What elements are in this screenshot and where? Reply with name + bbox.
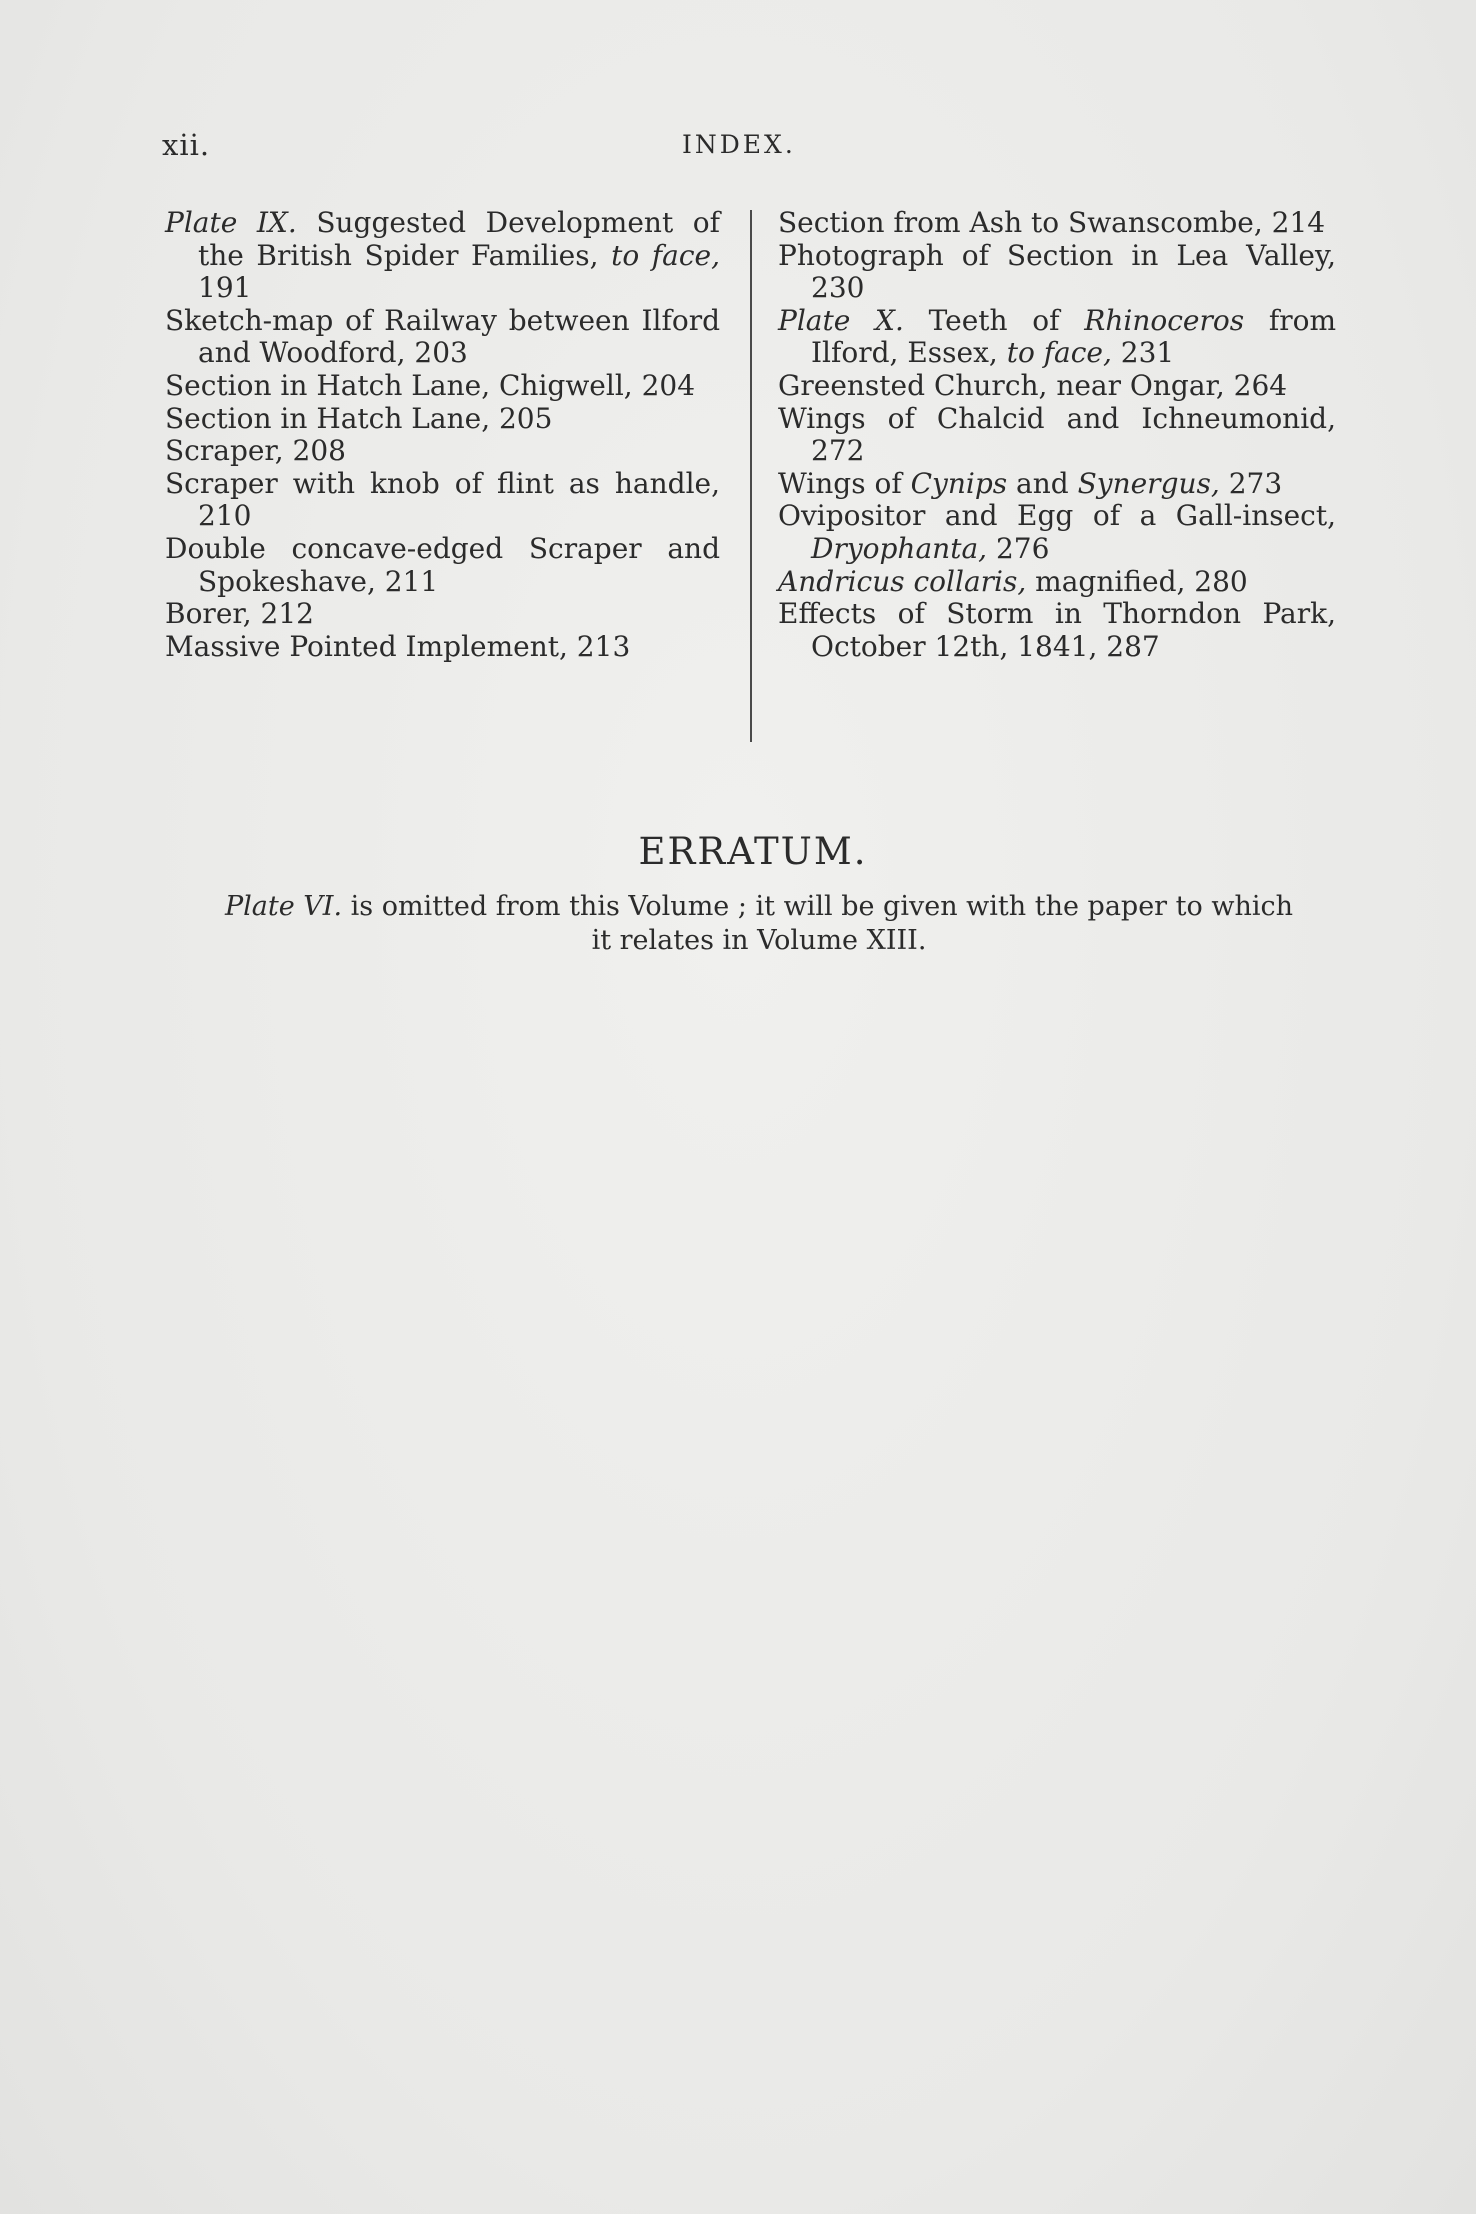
index-right-column	[778, 207, 1336, 663]
index-entry-text: Borer, 212	[165, 597, 314, 631]
index-entry-text: Greensted Church, near Ongar, 264	[778, 368, 1288, 402]
index-entry	[778, 468, 1336, 501]
index-entry-text: Section in Hatch Lane, 205	[165, 401, 553, 435]
index-entry-text: Teeth of	[903, 303, 1085, 337]
index-entry-text: Section in Hatch Lane, Chigwell, 204	[165, 368, 696, 402]
index-entry	[778, 207, 1336, 240]
index-entry-text: Scraper, 208	[165, 434, 346, 468]
index-entry-text: Sketch-map of Railway between Ilford and Woodford, 203	[165, 303, 720, 370]
index-entry	[778, 305, 1336, 370]
index-entry-text: Double concave-edged Scraper and Spokeshave, 211	[165, 531, 720, 598]
index-entry-text: Wings of Chalcid and Ichneumonid, 272	[778, 401, 1336, 468]
page-title: INDEX.	[682, 130, 796, 159]
index-entry-text: and	[1007, 466, 1078, 500]
erratum-plate: Plate VI.	[224, 891, 343, 922]
index-entry	[165, 370, 720, 403]
index-entry-text: 231	[1111, 336, 1175, 370]
index-entry-text: Effects of Storm in Thorndon Park, October 12th, 1841, 287	[778, 597, 1336, 663]
index-entry-text: to face,	[611, 238, 721, 272]
index-entry	[165, 403, 720, 436]
index-entry-text: Rhinoceros	[1084, 303, 1245, 337]
index-entry-text: Andricus collaris,	[778, 564, 1027, 598]
erratum-note	[220, 890, 1298, 958]
index-entry	[778, 566, 1336, 599]
erratum-body: is omitted from this Volume ; it will be given with the paper to which it relates in Volume XIII.	[342, 891, 1294, 956]
index-entry-text: Plate X.	[778, 303, 904, 337]
index-entry	[778, 370, 1336, 403]
index-entry	[778, 598, 1336, 663]
index-entry-text: 276	[987, 531, 1050, 565]
index-entry-text: Scraper with knob of flint as handle, 210	[165, 466, 720, 533]
running-head	[162, 128, 1332, 168]
index-entry-text: Suggested Development of the British Spider Families,	[198, 206, 720, 272]
index-entry-text: Dryophanta,	[811, 531, 988, 565]
column-divider	[750, 210, 752, 742]
index-entry	[165, 305, 720, 370]
index-left-column	[165, 207, 720, 663]
index-entry	[165, 598, 720, 631]
erratum-heading: ERRATUM.	[638, 830, 868, 873]
page-number: xii.	[162, 128, 211, 162]
index-entry-text: Synergus,	[1077, 466, 1220, 500]
index-entry-text: from Ilford, Essex,	[811, 303, 1336, 370]
index-entry	[165, 207, 720, 305]
index-entry-text: Cynips	[910, 466, 1008, 500]
index-entry-text: Massive Pointed Implement, 213	[165, 629, 631, 663]
index-entry-text: Plate IX.	[165, 206, 297, 239]
index-entry-text: to face,	[1006, 336, 1112, 370]
index-entry	[165, 468, 720, 533]
index-entry	[165, 533, 720, 598]
index-entry	[778, 500, 1336, 565]
index-entry	[778, 240, 1336, 305]
index-entry-text: 191	[198, 271, 252, 305]
index-entry-text: Ovipositor and Egg of a Gall-insect,	[778, 499, 1336, 533]
index-entry	[778, 403, 1336, 468]
index-entry	[165, 631, 720, 664]
index-entry-text: Wings of	[778, 466, 911, 500]
index-entry-text: Section from Ash to Swanscombe, 214	[778, 206, 1326, 239]
index-entry-text: 273	[1219, 466, 1283, 500]
index-entry	[165, 435, 720, 468]
index-entry-text: Photograph of Section in Lea Valley, 230	[778, 238, 1336, 305]
index-entry-text: magnified, 280	[1026, 564, 1248, 598]
